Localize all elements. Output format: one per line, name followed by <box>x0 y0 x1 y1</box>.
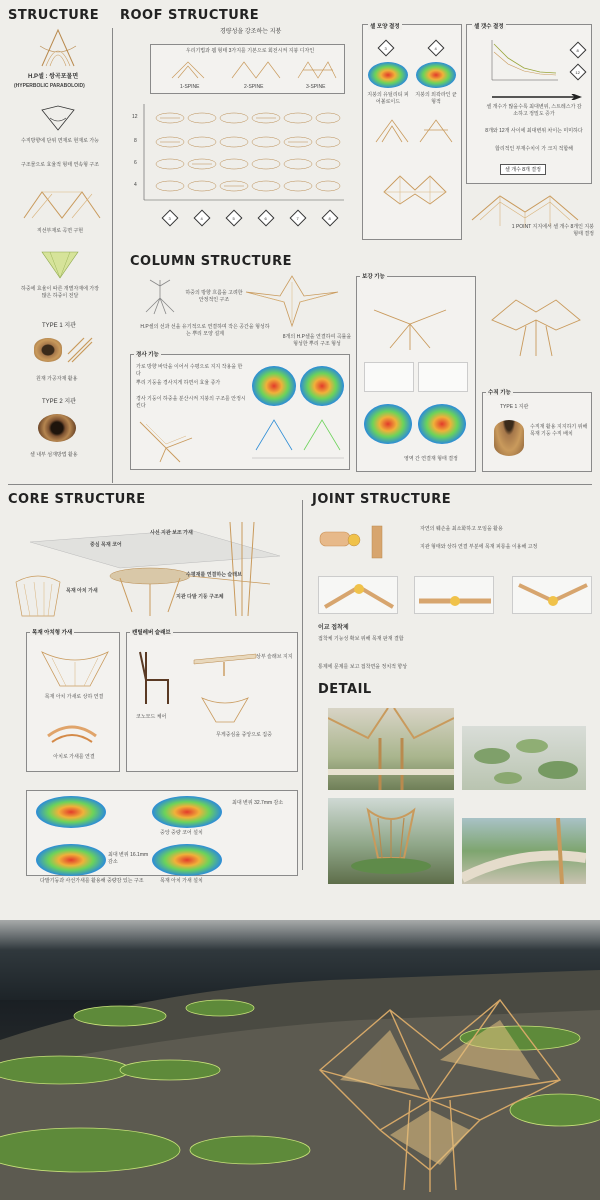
type2-label: TYPE 2 지관 <box>42 399 76 405</box>
cell-count-arrow <box>492 94 582 100</box>
core-label-5: 지관 다발 기둥 구조체 <box>176 594 224 600</box>
cell-diamond-a: 3 <box>378 40 395 57</box>
axis-diamond-6: 8 <box>322 210 339 227</box>
cell-diamond-b: 4 <box>428 40 445 57</box>
slope-text-3: 경사 기둥이 하중을 분산시켜 지붕의 구조를 안정시킨다 <box>136 396 246 409</box>
cell-heatmap-b <box>416 62 456 88</box>
divider-core-joint <box>302 500 303 870</box>
divider-structure <box>112 28 113 483</box>
reinforce-sketch-a <box>364 362 414 392</box>
root-tree-illustration <box>140 276 180 316</box>
section-title-column-structure: COLUMN STRUCTURE <box>130 254 292 269</box>
vertical-label: 수직 기능 <box>488 390 511 396</box>
joint-section-label: 이교 접착제 <box>318 625 349 631</box>
cell-count-graph <box>490 38 560 82</box>
reinforce-sketch-b <box>418 362 468 392</box>
final-roof-desc: 1 POINT 지지에서 셀 개수 8개인 지붕형태 결정 <box>511 224 594 237</box>
cell-final-illustration <box>380 172 450 208</box>
joint-desc-1: 접착체 기능성 확보 위해 목재 판재 결합 <box>318 636 404 642</box>
joint-detail-row <box>318 576 594 616</box>
column-text-3: 8개의 H.P셀을 연결하여 곡률을 형성한 뿌리 구조 형성 <box>282 334 352 347</box>
roof-axis-diamonds <box>160 208 350 248</box>
column-text-1: 하중의 방향 흐름을 고려한 안정적인 구조 <box>185 290 243 303</box>
wood-arch-desc-2: 아치로 가새를 연결 <box>53 754 95 760</box>
hp-subtitle: (HYPERBOLIC PARABOLOID) <box>14 83 85 89</box>
detail-render-interior-1 <box>328 708 454 790</box>
chair-illustration <box>136 650 176 706</box>
reinforce-label: 보강 기능 <box>362 274 385 280</box>
hp-shell-illustration <box>38 26 78 70</box>
hero-fade <box>0 900 600 950</box>
type1-desc: 원재 가공자재 활용 <box>36 376 78 382</box>
column-canopy-illustration <box>486 290 586 360</box>
tube-stack-type1 <box>66 336 94 364</box>
vertical-type: TYPE 1 지관 <box>500 404 529 410</box>
cantilever-desc-1: 상부 슬래브 지지 <box>256 654 293 660</box>
structure-text-3: 직선부재로 곡면 구현 <box>36 228 84 234</box>
roof-option-illustrations <box>168 58 338 82</box>
roof-desc: 우리기법과 웹 형태 3가지를 기본으로 회전시켜 지붕 디자인 <box>185 48 315 54</box>
reinforce-heatmap-b <box>418 404 466 444</box>
core-result-2-val: 최대 변위 16.1mm 감소 <box>108 852 149 865</box>
core-label-3: 목재 아치 가새 <box>66 588 98 594</box>
section-title-structure: STRUCTURE <box>8 8 100 23</box>
paper-tube-type1 <box>34 338 62 362</box>
roof-subtitle: 경량성을 강조하는 지붕 <box>220 29 282 35</box>
core-result-1-desc: 중앙 중량 코어 설치 <box>160 830 203 836</box>
type2-desc: 셀 내부 섬재방법 활용 <box>30 452 78 458</box>
joint-detail-1 <box>318 576 398 614</box>
roof-row-4: 4 <box>134 182 137 188</box>
core-heatmap-4 <box>152 844 222 876</box>
roof-option-3: 3-SPINE <box>306 84 326 90</box>
divider-core <box>8 484 592 485</box>
core-heatmap-3 <box>36 844 106 876</box>
core-label-4: 수평재를 연결하는 슬래브 <box>186 572 242 578</box>
detail-render-aerial-1 <box>462 726 586 790</box>
hero-night-render <box>0 920 600 1200</box>
core-label-2: 사선 지관 보조 가새 <box>150 530 193 536</box>
cantilever-core-illustration <box>200 694 250 724</box>
joint-detail-2 <box>414 576 494 614</box>
reinforce-heatmap-a <box>364 404 412 444</box>
roof-option-1: 1-SPINE <box>180 84 200 90</box>
structure-text-1: 수직방향에 단위 면재로 현재로 가능 <box>20 138 99 144</box>
load-cone-illustration <box>40 248 80 280</box>
slope-label: 경사 기능 <box>136 352 159 358</box>
reinforce-text: 영역 간 연결재 형태 결정 <box>404 456 458 462</box>
joint-desc-2: 통제에 문제를 보고 접착면을 정치적 향상 <box>318 664 408 670</box>
cantilever-desc-2: 무게중심을 중앙으로 집중 <box>216 732 272 738</box>
slope-heatmap-b <box>300 366 344 406</box>
detail-render-path <box>462 818 586 884</box>
column-hp-illustration <box>244 272 340 328</box>
cell-count-text-2: 8개와 12개 사이에 최대변위 차이는 미미하다 <box>485 128 583 134</box>
core-heatmap-1 <box>36 796 106 828</box>
joint-main-illustration <box>318 520 408 560</box>
core-label-1: 중심 목재 코어 <box>90 542 122 548</box>
structure-text-4: 하중에 효율이 따른 개별자재에 가장 많은 하중이 전달 <box>20 286 99 299</box>
roof-row-8: 8 <box>134 138 137 144</box>
axis-diamond-5: 7 <box>290 210 307 227</box>
section-title-roof-structure: ROOF STRUCTURE <box>120 8 260 23</box>
joint-detail-3 <box>512 576 592 614</box>
core-result-1-val: 최대 변위 32.7mm 감소 <box>232 800 284 806</box>
roof-option-2: 2-SPINE <box>244 84 264 90</box>
section-title-core-structure: CORE STRUCTURE <box>8 492 146 507</box>
reinforce-illustration <box>370 300 450 352</box>
slope-text-1: 가로 방향 바닥을 이어서 수평으로 지지 작용을 한다 <box>136 364 243 377</box>
slope-analysis-bars <box>252 410 344 462</box>
slope-heatmap-a <box>252 366 296 406</box>
paper-tube-type2 <box>38 414 76 442</box>
type1-label: TYPE 1 지관 <box>42 323 76 329</box>
joint-text-1: 자연의 훼손을 최소화하고 모임을 활용 <box>420 526 503 532</box>
cell-heatmap-a <box>368 62 408 88</box>
cantilever-illustration <box>190 648 260 678</box>
vertical-text: 수직재 활용 지지하기 위해 목재 기둥 수직 배치 <box>530 424 588 437</box>
axis-diamond-2: 4 <box>194 210 211 227</box>
straight-member-illustration <box>22 188 102 222</box>
cell-desc-1: 지붕의 유틸리티 피어볼로이드 <box>367 92 409 105</box>
section-title-detail: DETAIL <box>318 682 372 697</box>
core-result-2-desc: 목재 아치 가새 설치 <box>160 878 203 884</box>
cantilever-label: 캔틸레버 슬래브 <box>132 630 171 636</box>
axis-diamond-3: 5 <box>226 210 243 227</box>
hp-diagram-icon <box>38 104 78 134</box>
roof-matrix <box>130 100 350 210</box>
hp-title: H.P셀 : 쌍곡포물면 <box>28 74 79 80</box>
structure-text-2: 구조물으로 효율적 형태 연속형 구조 <box>20 162 99 168</box>
chair-label: 코노모드 체어 <box>136 714 167 720</box>
axis-diamond-4: 6 <box>258 210 275 227</box>
cell-desc-2: 지붕의 외곽라인 균형적 <box>415 92 457 105</box>
cell-wood-illustrations <box>372 116 456 146</box>
roof-row-12: 12 <box>132 114 138 120</box>
slope-column-illustration <box>136 418 196 464</box>
cell-count-label: 셀 갯수 결정 <box>474 24 504 30</box>
section-title-joint-structure: JOINT STRUCTURE <box>312 492 452 507</box>
cell-shape-label: 셀 모양 결정 <box>370 24 400 30</box>
detail-render-core <box>328 798 454 884</box>
axis-diamond-1: 3 <box>162 210 179 227</box>
core-result-3-desc: 다발기둥과 사선가새를 활용해 중량감 있는 구조 <box>40 878 144 884</box>
wood-arch-illustration <box>40 648 110 688</box>
arch-pieces-illustration <box>44 716 100 746</box>
roof-row-6: 6 <box>134 160 137 166</box>
core-exploded-diagram <box>10 512 300 622</box>
column-text-2: H.P셀의 선과 선을 유기적으로 연결하며 작은 공간을 형성하는 뿌리 모양 설계 <box>140 324 270 337</box>
cell-count-text-1: 셀 개수가 많을수록 최대변위, 스트레스가 감소하고 정밀도 증가 <box>486 104 582 117</box>
joint-text-2: 지관 형태와 상하 연결 부분에 목재 피롱을 이용해 고정 <box>420 544 538 550</box>
slope-text-2: 뿌리 기둥을 경사지게 하면서 효율 증가 <box>136 380 221 386</box>
wood-arch-desc-1: 목재 아치 가새로 상하 연결 <box>44 694 104 700</box>
vertical-tube <box>494 420 524 456</box>
cell-count-text-3: 합리적인 부재수치이 가 크지 적합해 <box>494 146 573 152</box>
core-heatmap-2 <box>152 796 222 828</box>
wood-arch-label: 목재 아치형 가새 <box>32 630 73 636</box>
count-diamond-a: 8 <box>570 42 587 59</box>
count-diamond-b: 12 <box>570 64 587 81</box>
cell-count-result: 셀 개수 8개 결정 <box>500 164 546 175</box>
